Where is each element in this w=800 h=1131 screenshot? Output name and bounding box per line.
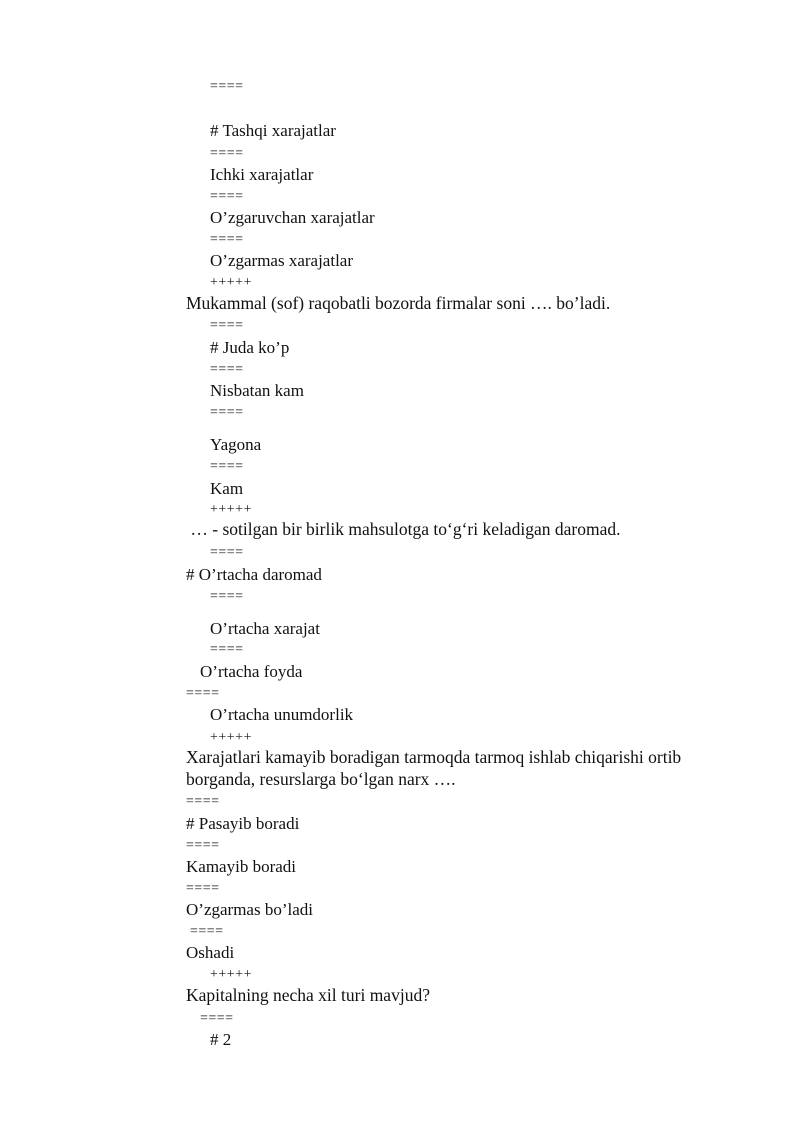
question-text: Mukammal (sof) raqobatli bozorda firmalar soni …. bo’ladi. bbox=[186, 293, 611, 313]
answer-option-correct: # Pasayib boradi bbox=[186, 814, 300, 833]
separator: ==== bbox=[210, 459, 244, 474]
answer-option: Ichki xarajatlar bbox=[210, 165, 314, 184]
question-text: … - sotilgan bir birlik mahsulotga to‘g‘ri keladigan daromad. bbox=[186, 519, 621, 539]
separator: ==== bbox=[210, 189, 244, 204]
separator: ==== bbox=[210, 642, 244, 657]
answer-option: Kam bbox=[210, 479, 244, 498]
separator: ==== bbox=[210, 362, 244, 377]
separator: ==== bbox=[190, 924, 224, 939]
question-text: Xarajatlari kamayib boradigan tarmoqda tarmoq ishlab chiqarishi ortib bbox=[186, 747, 682, 767]
answer-option: Oshadi bbox=[186, 943, 235, 962]
separator: ==== bbox=[186, 838, 220, 853]
separator: ==== bbox=[210, 318, 244, 333]
separator: ==== bbox=[210, 589, 244, 604]
answer-option-correct: # Juda ko’p bbox=[210, 338, 290, 357]
answer-option: Nisbatan kam bbox=[210, 381, 304, 400]
answer-option: O’rtacha unumdorlik bbox=[210, 705, 354, 724]
separator: ==== bbox=[200, 1011, 234, 1026]
separator: ==== bbox=[210, 405, 244, 420]
answer-option: O’zgaruvchan xarajatlar bbox=[210, 208, 375, 227]
separator: ==== bbox=[210, 232, 244, 247]
separator: ==== bbox=[186, 881, 220, 896]
question-separator: +++++ bbox=[210, 275, 252, 290]
answer-option: Yagona bbox=[210, 435, 262, 454]
question-text-continued: borganda, resurslarga bo‘lgan narx …. bbox=[186, 769, 456, 789]
separator: ==== bbox=[210, 146, 244, 161]
question-separator: +++++ bbox=[210, 967, 252, 982]
answer-option: Kamayib boradi bbox=[186, 857, 296, 876]
separator: ==== bbox=[210, 79, 244, 94]
answer-option: O’zgarmas xarajatlar bbox=[210, 251, 353, 270]
separator: ==== bbox=[210, 545, 244, 560]
question-separator: +++++ bbox=[210, 730, 252, 745]
separator: ==== bbox=[186, 794, 220, 809]
question-text: Kapitalning necha xil turi mavjud? bbox=[186, 985, 430, 1005]
answer-option: O’rtacha foyda bbox=[200, 662, 303, 681]
answer-option-correct: # Tashqi xarajatlar bbox=[210, 121, 336, 140]
answer-option-correct: # O’rtacha daromad bbox=[186, 565, 322, 584]
question-separator: +++++ bbox=[210, 502, 252, 517]
separator: ==== bbox=[186, 686, 220, 701]
answer-option: O’zgarmas bo’ladi bbox=[186, 900, 313, 919]
answer-option: O’rtacha xarajat bbox=[210, 619, 320, 638]
answer-option-correct: # 2 bbox=[210, 1030, 232, 1049]
